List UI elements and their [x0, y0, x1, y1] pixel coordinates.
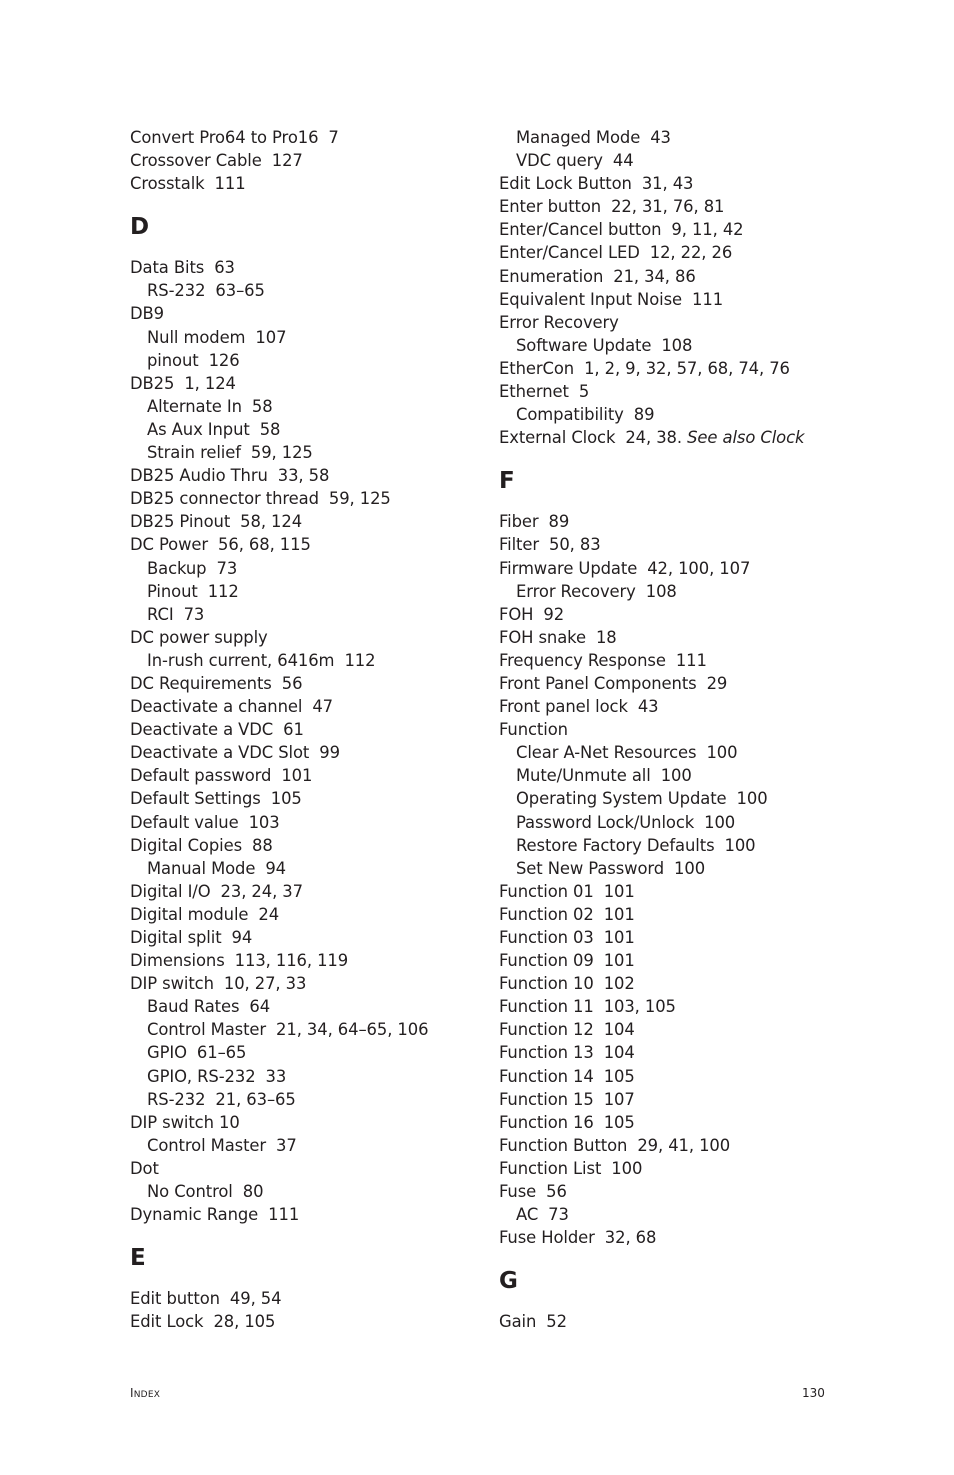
index-term: Control Master	[147, 1020, 267, 1040]
index-term: Function 16	[499, 1112, 594, 1132]
index-entry	[130, 1287, 428, 1310]
index-page-refs: 56	[281, 673, 303, 693]
index-page-refs: 61–65	[196, 1043, 247, 1063]
index-entry	[499, 1018, 804, 1041]
index-term: Equivalent Input Noise	[499, 289, 683, 309]
index-term: Set New Password	[516, 858, 665, 878]
index-entry	[499, 380, 804, 403]
index-term: DB25 Pinout	[130, 512, 231, 532]
index-term: Digital Copies	[130, 835, 243, 855]
index-entry	[499, 195, 804, 218]
index-page-refs: 42, 100, 107	[647, 558, 751, 578]
index-entry	[499, 357, 804, 380]
index-term: Function 12	[499, 1020, 594, 1040]
index-subentry	[130, 1065, 428, 1088]
index-page-refs: 73	[183, 604, 205, 624]
index-page-refs: 100	[674, 858, 706, 878]
index-term: Baud Rates	[147, 997, 240, 1017]
index-term: Ethernet	[499, 382, 569, 402]
index-page-refs: 111	[214, 174, 246, 194]
index-entry	[130, 302, 428, 325]
index-term: Edit Lock	[130, 1312, 204, 1332]
index-page-refs: 100	[611, 1158, 643, 1178]
index-term: Function 03	[499, 928, 594, 947]
index-page-refs: 127	[271, 151, 303, 171]
index-page-refs: 100	[706, 743, 738, 763]
index-page-refs: 105	[603, 1112, 635, 1132]
index-subentry	[130, 1041, 428, 1064]
index-term: Password Lock/Unlock	[516, 812, 695, 832]
index-subentry	[130, 1180, 428, 1203]
index-entry	[130, 372, 428, 395]
index-term: Convert Pro64 to Pro16	[130, 128, 319, 147]
index-entry	[499, 1134, 804, 1157]
index-entry	[499, 288, 804, 311]
index-subentry	[499, 741, 804, 764]
index-term: Edit Lock Button	[499, 174, 632, 194]
index-term: GPIO	[147, 1043, 187, 1063]
index-entry	[130, 718, 428, 741]
index-page-refs: 59, 125	[328, 489, 391, 509]
index-page-refs: 29, 41, 100	[637, 1135, 731, 1155]
index-term: Crossover Cable	[130, 151, 262, 171]
index-term: Dot	[130, 1158, 159, 1178]
index-term: Default password	[130, 766, 272, 786]
index-term: Firmware Update	[499, 558, 638, 578]
index-entry	[499, 880, 804, 903]
index-term: Dimensions	[130, 951, 225, 971]
index-term: FOH snake	[499, 627, 586, 647]
index-page-refs: 111	[675, 650, 707, 670]
index-term: External Clock	[499, 428, 616, 448]
index-term: Edit button	[130, 1289, 220, 1309]
index-term: Enter/Cancel LED	[499, 243, 640, 263]
index-term: Software Update	[516, 335, 652, 355]
index-page-refs: 56	[546, 1182, 567, 1202]
index-page-refs: 105	[603, 1066, 635, 1086]
index-term: Enter button	[499, 197, 602, 217]
index-term: Function 02	[499, 904, 594, 924]
index-entry	[499, 626, 804, 649]
index-subentry	[130, 995, 428, 1018]
index-term: Fiber	[499, 512, 539, 532]
index-column-left	[130, 126, 428, 1333]
index-term: Front Panel Components	[499, 673, 697, 693]
index-subentry	[130, 1088, 428, 1111]
index-subentry	[499, 834, 804, 857]
index-page-refs: 1, 2, 9, 32, 57, 68, 74, 76	[584, 358, 790, 378]
index-page-refs: 108	[645, 581, 677, 601]
index-page-refs: 100	[724, 835, 756, 855]
index-page-refs: 112	[344, 650, 376, 670]
index-page-refs: 89	[633, 405, 655, 425]
index-subentry	[499, 787, 804, 810]
index-entry	[499, 172, 804, 195]
index-subentry	[130, 326, 428, 349]
index-subentry	[130, 1134, 428, 1157]
index-subentry	[130, 857, 428, 880]
index-entry	[130, 949, 428, 972]
index-subentry	[499, 580, 804, 603]
index-subentry	[499, 857, 804, 880]
index-term: In-rush current, 6416m	[147, 650, 335, 670]
index-subentry	[130, 603, 428, 626]
index-term: Data Bits	[130, 258, 205, 278]
index-page-refs: 21, 63–65	[215, 1089, 296, 1109]
index-entry	[499, 426, 804, 449]
index-entry	[499, 533, 804, 556]
index-term: DIP switch	[130, 974, 214, 994]
index-page-refs: 101	[603, 881, 635, 901]
index-term: Strain relief	[147, 443, 241, 463]
index-page-refs: 33	[265, 1066, 287, 1086]
index-page-refs: 58, 124	[240, 512, 303, 532]
index-subentry	[130, 349, 428, 372]
index-term: GPIO, RS-232	[147, 1066, 256, 1086]
index-page-refs: 28, 105	[213, 1312, 276, 1332]
index-page-refs: 43	[637, 697, 659, 717]
index-term: DB25	[130, 373, 175, 393]
index-term: Function Button	[499, 1135, 628, 1155]
index-page-refs: 94	[231, 928, 253, 947]
index-page-refs: 104	[603, 1043, 635, 1063]
index-page-refs: 101	[603, 904, 635, 924]
index-entry	[130, 811, 428, 834]
index-term: Null modem	[147, 327, 246, 347]
index-page-refs: 44	[612, 151, 634, 171]
index-term: Digital split	[130, 928, 222, 947]
index-term: FOH	[499, 604, 534, 624]
index-page-refs: 113, 116, 119	[234, 951, 349, 971]
index-subentry	[499, 149, 804, 172]
index-subentry	[499, 764, 804, 787]
index-page-refs: 31, 43	[641, 174, 694, 194]
index-page-refs: 33, 58	[277, 466, 330, 486]
index-page-refs: 112	[207, 581, 239, 601]
index-entry	[499, 949, 804, 972]
index-term: Alternate In	[147, 396, 242, 416]
index-entry	[499, 718, 804, 741]
index-page-refs: 12, 22, 26	[649, 243, 733, 263]
index-entry	[130, 903, 428, 926]
section-letter-heading: D	[130, 214, 150, 241]
index-subentry	[499, 126, 804, 149]
index-subentry	[130, 1018, 428, 1041]
index-subentry	[130, 649, 428, 672]
index-term: Function 01	[499, 881, 594, 901]
index-term: RCI	[147, 604, 174, 624]
index-entry	[130, 764, 428, 787]
index-subentry	[130, 395, 428, 418]
index-page-refs: 104	[603, 1020, 635, 1040]
footer-label-initial: I	[130, 1386, 134, 1400]
index-page-refs: 29	[706, 673, 728, 693]
index-entry	[499, 218, 804, 241]
index-entry	[130, 672, 428, 695]
index-term: Frequency Response	[499, 650, 666, 670]
index-entry	[499, 1065, 804, 1088]
index-term: Function 09	[499, 951, 594, 971]
index-entry	[499, 603, 804, 626]
index-subentry	[499, 1203, 804, 1226]
index-entry	[499, 926, 804, 949]
index-entry	[130, 1203, 428, 1226]
page-number: 130	[802, 1386, 825, 1400]
index-page-refs: 92	[543, 604, 565, 624]
index-page-refs: 73	[548, 1205, 569, 1225]
index-entry	[499, 1157, 804, 1180]
index-term: Mute/Unmute all	[516, 766, 651, 786]
index-term: Deactivate a VDC Slot	[130, 743, 310, 763]
index-entry	[499, 510, 804, 533]
index-entry	[499, 672, 804, 695]
index-term: Backup	[147, 558, 207, 578]
index-term: Enumeration	[499, 266, 604, 286]
index-term: Filter	[499, 535, 539, 555]
index-page-refs: 10, 27, 33	[223, 974, 307, 994]
index-term: DC power supply	[130, 627, 268, 647]
index-entry	[130, 926, 428, 949]
index-term: Control Master	[147, 1135, 267, 1155]
footer-label-rest: NDEX	[133, 1390, 161, 1400]
index-subentry	[130, 441, 428, 464]
index-term: DB9	[130, 304, 164, 324]
index-page-refs: 100	[736, 789, 768, 809]
index-page-refs: 100	[704, 812, 736, 832]
index-term: Error Recovery	[516, 581, 636, 601]
index-entry	[130, 172, 428, 195]
index-entry	[130, 787, 428, 810]
index-term: Function 13	[499, 1043, 594, 1063]
index-page-refs: 49, 54	[229, 1289, 282, 1309]
index-term: Function List	[499, 1158, 602, 1178]
index-page-refs: 99	[319, 743, 340, 763]
index-entry	[499, 557, 804, 580]
index-term: Deactivate a channel	[130, 697, 303, 717]
index-term: Digital module	[130, 904, 249, 924]
index-entry	[130, 510, 428, 533]
index-subentry	[130, 418, 428, 441]
index-entry	[130, 695, 428, 718]
index-term: Front panel lock	[499, 697, 628, 717]
index-term: No Control	[147, 1182, 233, 1202]
index-entry	[130, 149, 428, 172]
index-page-refs: 52	[546, 1312, 567, 1332]
index-page-refs: 64	[249, 997, 271, 1017]
index-entry	[130, 256, 428, 279]
index-entry	[130, 464, 428, 487]
index-page-refs: 80	[242, 1182, 264, 1202]
index-entry	[130, 834, 428, 857]
index-term: Operating System Update	[516, 789, 727, 809]
index-page-refs: 32, 68	[604, 1228, 657, 1248]
index-term: DIP switch 10	[130, 1112, 240, 1132]
index-subentry	[130, 279, 428, 302]
index-entry	[130, 487, 428, 510]
index-page-refs: 5	[578, 382, 590, 402]
index-page-refs: 73	[216, 558, 238, 578]
index-page-refs: 108	[661, 335, 693, 355]
index-page-refs: 58	[259, 419, 281, 439]
index-term: EtherCon	[499, 358, 575, 378]
index-subentry	[499, 403, 804, 426]
index-entry	[499, 241, 804, 264]
index-entry	[499, 649, 804, 672]
index-page-refs: 103	[248, 812, 280, 832]
index-term: Default Settings	[130, 789, 261, 809]
index-page-refs: 21, 34, 64–65, 106	[276, 1020, 429, 1040]
index-page-refs: 105	[270, 789, 302, 809]
index-page-refs: 111	[692, 289, 724, 309]
index-term: Restore Factory Defaults	[516, 835, 715, 855]
index-subentry	[130, 557, 428, 580]
index-term: Crosstalk	[130, 174, 205, 194]
index-subentry	[499, 334, 804, 357]
index-see-also: See also Clock	[687, 428, 805, 448]
section-letter-heading: E	[130, 1245, 146, 1272]
index-term: Dynamic Range	[130, 1205, 259, 1225]
index-page-refs: 47	[312, 697, 333, 717]
index-entry	[499, 1041, 804, 1064]
index-column-right	[499, 126, 804, 1333]
index-entry	[499, 1111, 804, 1134]
index-term: Clear A-Net Resources	[516, 743, 697, 763]
index-page-refs: 94	[265, 858, 287, 878]
index-term: DB25 connector thread	[130, 489, 319, 509]
index-subentry	[499, 811, 804, 834]
index-term: Function 11	[499, 997, 594, 1017]
index-page-refs: 50, 83	[549, 535, 601, 555]
index-term: Fuse	[499, 1182, 537, 1202]
index-term: DC Power	[130, 535, 209, 555]
index-page-refs: 101	[603, 951, 635, 971]
index-page-refs: 58	[251, 396, 273, 416]
index-term: Fuse Holder	[499, 1228, 595, 1248]
index-term: Pinout	[147, 581, 198, 601]
index-page-refs: 107	[255, 327, 287, 347]
index-page-refs: 1, 124	[184, 373, 236, 393]
index-page-refs: 24, 38.	[625, 428, 682, 448]
index-page-refs: 107	[603, 1089, 635, 1109]
index-term: Digital I/O	[130, 881, 211, 901]
index-term: Function 10	[499, 974, 594, 994]
index-page-refs: 111	[268, 1205, 300, 1225]
index-term: Enter/Cancel button	[499, 220, 662, 240]
index-entry	[499, 1088, 804, 1111]
index-entry	[499, 995, 804, 1018]
index-term: Gain	[499, 1312, 537, 1332]
index-page-refs: 21, 34, 86	[613, 266, 696, 286]
index-page-refs: 7	[328, 128, 339, 147]
index-term: VDC query	[516, 151, 603, 171]
index-entry	[499, 1226, 804, 1249]
index-page-refs: 18	[595, 627, 617, 647]
index-page-refs: 37	[276, 1135, 297, 1155]
index-page-refs: 43	[650, 128, 671, 147]
index-entry	[130, 972, 428, 995]
index-term: Function 14	[499, 1066, 594, 1086]
index-page-refs: 88	[252, 835, 273, 855]
index-page-refs: 89	[548, 512, 570, 532]
index-page-refs: 61	[283, 720, 304, 740]
index-term: Compatibility	[516, 405, 624, 425]
index-entry	[130, 626, 428, 649]
index-page-refs: 103, 105	[603, 997, 676, 1017]
index-term: As Aux Input	[147, 419, 250, 439]
index-page-refs: 24	[258, 904, 280, 924]
index-entry	[130, 1310, 428, 1333]
index-page-refs: 101	[603, 928, 635, 947]
index-entry	[499, 265, 804, 288]
index-entry	[130, 1157, 428, 1180]
index-page-refs: 102	[603, 974, 635, 994]
index-entry	[499, 311, 804, 334]
index-entry	[499, 1180, 804, 1203]
index-entry	[499, 1310, 804, 1333]
index-entry	[499, 972, 804, 995]
index-page-refs: 126	[208, 350, 240, 370]
index-entry	[130, 741, 428, 764]
index-entry	[499, 903, 804, 926]
index-entry	[499, 695, 804, 718]
index-subentry	[130, 580, 428, 603]
index-page-refs: 59, 125	[250, 443, 313, 463]
index-term: RS-232	[147, 1089, 206, 1109]
index-term: pinout	[147, 350, 199, 370]
index-term: Function 15	[499, 1089, 594, 1109]
index-term: Default value	[130, 812, 239, 832]
index-term: DB25 Audio Thru	[130, 466, 268, 486]
index-term: RS-232	[147, 281, 206, 301]
index-entry	[130, 1111, 428, 1134]
index-term: AC	[516, 1205, 539, 1225]
index-page-refs: 63–65	[215, 281, 265, 301]
index-entry	[130, 126, 428, 149]
index-entry	[130, 533, 428, 556]
index-term: Manual Mode	[147, 858, 256, 878]
footer-section-label	[130, 1386, 160, 1400]
index-term: Deactivate a VDC	[130, 720, 274, 740]
index-entry	[130, 880, 428, 903]
index-page-refs: 9, 11, 42	[671, 220, 744, 240]
index-term: Managed Mode	[516, 128, 641, 147]
index-term: Function	[499, 720, 568, 740]
index-page-refs: 22, 31, 76, 81	[611, 197, 725, 217]
index-page-refs: 101	[281, 766, 313, 786]
index-term: Error Recovery	[499, 312, 619, 332]
index-page-refs: 63	[214, 258, 235, 278]
section-letter-heading: F	[499, 468, 515, 495]
index-term: DC Requirements	[130, 673, 272, 693]
index-page-refs: 23, 24, 37	[220, 881, 303, 901]
index-page-refs: 56, 68, 115	[218, 535, 311, 555]
section-letter-heading: G	[499, 1268, 518, 1295]
index-page-refs: 100	[660, 766, 692, 786]
